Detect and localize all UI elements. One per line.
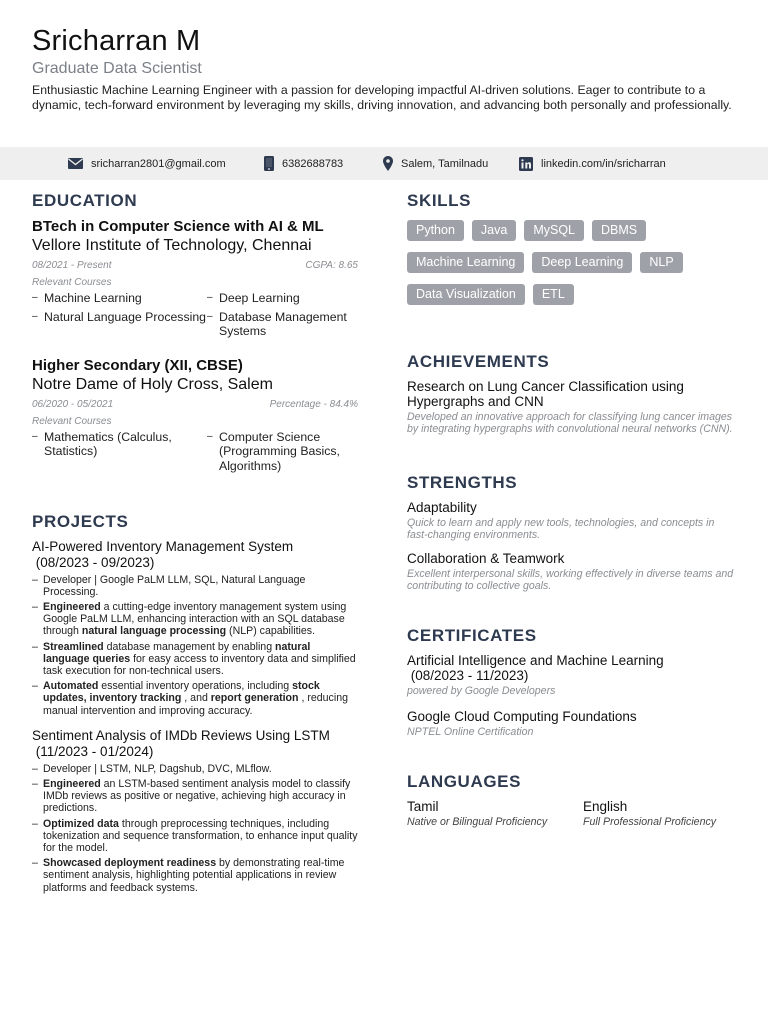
education-heading: EDUCATION xyxy=(32,191,138,210)
skill-tag: Machine Learning xyxy=(407,252,524,273)
contact-bar xyxy=(0,147,768,180)
language-entry xyxy=(407,799,583,829)
project-bullet: – Optimized data through preprocessing techniques, including tokenization and sequence transformation, to enhance input quality for the model. xyxy=(32,818,358,855)
course-item: – Natural Language Processing xyxy=(32,310,207,339)
project-entry xyxy=(32,728,358,894)
certificate-entry xyxy=(407,653,737,697)
projects-section xyxy=(32,511,358,894)
language-level: Native or Bilingual Proficiency xyxy=(407,816,548,828)
skills-heading: SKILLS xyxy=(407,191,472,210)
skill-tag: Data Visualization xyxy=(407,284,525,305)
education-section xyxy=(32,190,358,478)
course-list xyxy=(32,291,358,343)
skill-tag: Python xyxy=(407,220,464,241)
location-text: Salem, Tamilnadu xyxy=(401,157,489,170)
course-item: – Machine Learning xyxy=(32,291,207,306)
education-score: CGPA: 8.65 xyxy=(305,260,358,271)
degree-title: BTech in Computer Science with AI & ML xyxy=(32,218,324,235)
project-title xyxy=(32,539,358,571)
language-name: English xyxy=(583,799,628,814)
contact-email[interactable] xyxy=(68,147,226,180)
achievement-desc: Developed an innovative approach for classifying lung cancer images by integrating hypergraphs with convolutional neural networks (CNN). xyxy=(407,411,733,435)
project-bullet: – Streamlined database management by enabling natural language queries for easy access to inventory data and simplified task execution for non-technical users. xyxy=(32,641,358,678)
project-dates: (08/2023 - 09/2023) xyxy=(35,554,155,570)
project-name: AI-Powered Inventory Management System xyxy=(32,538,294,554)
resume-header xyxy=(32,24,732,112)
certificates-heading: CERTIFICATES xyxy=(407,626,537,645)
skill-tag: MySQL xyxy=(524,220,584,241)
location-pin-icon xyxy=(383,156,393,171)
courses-label: Relevant Courses xyxy=(32,415,112,427)
education-entry xyxy=(32,357,358,478)
skill-tag: DBMS xyxy=(592,220,646,241)
achievements-heading: ACHIEVEMENTS xyxy=(407,352,550,371)
languages-section xyxy=(407,771,737,829)
summary-text: Enthusiastic Machine Learning Engineer with a passion for developing impactful AI-driven solutions. Eager to contribute to a dynamic, tech-forward environment by leveraging my skills, driving innovation, and advancing both personally and professionally. xyxy=(32,83,732,112)
language-level: Full Professional Proficiency xyxy=(583,816,717,828)
strength-desc: Quick to learn and apply new tools, technologies, and concepts in fast-changing environments. xyxy=(407,517,715,541)
candidate-role: Graduate Data Scientist xyxy=(32,60,202,77)
phone-text: 6382688783 xyxy=(282,157,344,170)
language-name: Tamil xyxy=(407,799,439,814)
certificate-issuer: powered by Google Developers xyxy=(407,685,556,697)
certificate-name: Artificial Intelligence and Machine Learning xyxy=(407,653,664,668)
skill-tag: ETL xyxy=(533,284,574,305)
right-column xyxy=(407,190,737,829)
institution-name: Vellore Institute of Technology, Chennai xyxy=(32,237,312,254)
linkedin-icon xyxy=(519,157,533,171)
strengths-section xyxy=(407,472,737,592)
skill-tag: Deep Learning xyxy=(532,252,632,273)
education-entry xyxy=(32,218,358,343)
achievement-title: Research on Lung Cancer Classification using Hypergraphs and CNN xyxy=(407,379,684,409)
strength-title: Collaboration & Teamwork xyxy=(407,551,565,566)
course-item: – Computer Science (Programming Basics, Algorithms) xyxy=(207,430,358,474)
contact-location xyxy=(383,147,488,180)
degree-title: Higher Secondary (XII, CBSE) xyxy=(32,356,243,374)
project-bullet: – Developer | Google PaLM LLM, SQL, Natural Language Processing. xyxy=(32,574,358,598)
strength-title: Adaptability xyxy=(407,500,477,515)
education-meta xyxy=(32,398,358,412)
envelope-icon xyxy=(68,158,83,169)
strength-desc: Excellent interpersonal skills, working effectively in diverse teams and contributing to collective goals. xyxy=(407,568,734,592)
languages-heading: LANGUAGES xyxy=(407,772,522,791)
education-dates: 08/2021 - Present xyxy=(32,260,112,271)
education-score: Percentage - 84.4% xyxy=(269,398,358,410)
achievements-section xyxy=(407,351,737,435)
linkedin-text: linkedin.com/in/sricharran xyxy=(541,157,666,170)
skill-tag: NLP xyxy=(640,252,682,273)
language-list xyxy=(407,799,737,829)
education-dates: 06/2020 - 05/2021 xyxy=(32,398,114,410)
strength-entry xyxy=(407,551,737,592)
strength-entry xyxy=(407,500,737,541)
project-bullets xyxy=(32,763,358,894)
project-bullet: – Engineered an LSTM-based sentiment analysis model to classify IMDb reviews as positive or negative, achieving high accuracy in predictions. xyxy=(32,778,358,815)
course-list xyxy=(32,430,358,478)
certificate-title xyxy=(407,653,737,683)
courses-label: Relevant Courses xyxy=(32,277,112,288)
project-dates: (11/2023 - 01/2024) xyxy=(35,743,154,759)
email-text: sricharran2801@gmail.com xyxy=(91,157,226,170)
contact-linkedin[interactable] xyxy=(519,147,666,180)
certificate-title: Google Cloud Computing Foundations xyxy=(407,709,637,724)
certificate-entry xyxy=(407,709,737,738)
skill-tag: Java xyxy=(472,220,516,241)
left-column xyxy=(32,190,358,897)
skills-section xyxy=(407,190,737,316)
language-entry xyxy=(583,799,733,829)
project-title xyxy=(32,728,358,760)
project-bullet: – Automated essential inventory operations, including stock updates, inventory tracking , and report generation , reducing manual intervention and improving accuracy. xyxy=(32,680,358,717)
course-item: – Mathematics (Calculus, Statistics) xyxy=(32,430,207,474)
institution-name: Notre Dame of Holy Cross, Salem xyxy=(32,375,273,393)
phone-icon xyxy=(264,156,274,171)
project-name: Sentiment Analysis of IMDb Reviews Using LSTM xyxy=(32,727,330,743)
strengths-heading: STRENGTHS xyxy=(407,473,518,492)
project-bullet: – Showcased deployment readiness by demonstrating real-time sentiment analysis, highlighting potential applications in review platforms and feedback systems. xyxy=(32,857,358,894)
projects-heading: PROJECTS xyxy=(32,511,129,531)
project-bullet: – Developer | LSTM, NLP, Dagshub, DVC, MLflow. xyxy=(32,763,358,775)
education-meta xyxy=(32,259,358,273)
course-item: – Database Management Systems xyxy=(207,310,358,339)
certificate-dates: (08/2023 - 11/2023) xyxy=(410,668,529,683)
project-bullets xyxy=(32,574,358,717)
certificates-section xyxy=(407,625,737,738)
course-item: – Deep Learning xyxy=(207,291,358,306)
skill-tags xyxy=(407,220,717,316)
candidate-name: Sricharran M xyxy=(32,25,201,57)
project-bullet: – Engineered a cutting-edge inventory management system using Google PaLM LLM, enhancing interaction with an SQL database through natural language processing (NLP) capabilities. xyxy=(32,601,358,638)
certificate-issuer: NPTEL Online Certification xyxy=(407,726,534,738)
project-entry xyxy=(32,539,358,717)
contact-phone[interactable] xyxy=(264,147,343,180)
